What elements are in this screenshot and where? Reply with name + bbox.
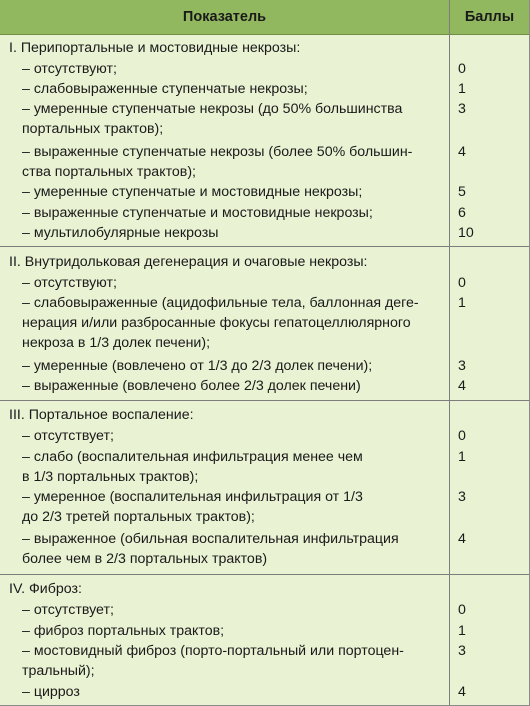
row-indicator: – умеренные ступенчатые и мостовидные некрозы; xyxy=(22,184,363,200)
section-divider xyxy=(0,574,529,575)
row-indicator: – выраженное (обильная воспалительная инфильтрация более чем в 2/3 портальных трактов) xyxy=(22,531,399,567)
row-indicator: – отсутствуют; xyxy=(22,275,117,291)
row-score: 0 xyxy=(458,602,466,618)
row-score: 0 xyxy=(458,275,466,291)
row-score: 0 xyxy=(458,428,466,444)
row-score: 3 xyxy=(458,489,466,505)
row-indicator: – слабовыраженные ступенчатые некрозы; xyxy=(22,81,308,97)
row-indicator: – слабовыраженные (ацидофильные тела, баллонная деге- нерация и/или разбросанные фокусы гепатоцеллюлярного некроза в 1/3 долек печени); xyxy=(22,295,419,351)
row-indicator: – мостовидный фиброз (порто-портальный или портоцен- тральный); xyxy=(22,643,404,679)
row-indicator: – фиброз портальных трактов; xyxy=(22,623,225,639)
row-score: 4 xyxy=(458,531,466,547)
section-title: II. Внутридольковая дегенерация и очаговые некрозы: xyxy=(9,254,368,270)
score-column-header: Баллы xyxy=(464,9,515,25)
row-indicator: – цирроз xyxy=(22,684,80,700)
row-indicator: – отсутствует; xyxy=(22,602,114,618)
row-score: 10 xyxy=(458,225,474,241)
row-score: 4 xyxy=(458,144,466,160)
row-indicator: – умеренные ступенчатые некрозы (до 50% большинства портальных трактов); xyxy=(22,101,403,137)
row-indicator: – слабо (воспалительная инфильтрация менее чем в 1/3 портальных трактов); xyxy=(22,449,363,485)
section-divider xyxy=(0,246,529,247)
row-score: 4 xyxy=(458,684,466,700)
row-indicator: – мультилобулярные некрозы xyxy=(22,225,219,241)
column-divider xyxy=(449,0,450,705)
section-divider xyxy=(0,400,529,401)
row-score: 1 xyxy=(458,449,466,465)
row-indicator: – выраженные (вовлечено более 2/3 долек печени) xyxy=(22,378,361,394)
row-score: 4 xyxy=(458,378,466,394)
row-score: 3 xyxy=(458,358,466,374)
row-score: 5 xyxy=(458,184,466,200)
row-indicator: – выраженные ступенчатые и мостовидные некрозы; xyxy=(22,205,373,221)
row-score: 1 xyxy=(458,623,466,639)
row-score: 0 xyxy=(458,61,466,77)
row-score: 3 xyxy=(458,101,466,117)
section-title: III. Портальное воспаление: xyxy=(9,407,194,423)
row-score: 6 xyxy=(458,205,466,221)
row-indicator: – отсутствуют; xyxy=(22,61,117,77)
row-score: 1 xyxy=(458,81,466,97)
row-indicator: – выраженные ступенчатые некрозы (более 50% большин- ства портальных трактов); xyxy=(22,144,413,180)
row-indicator: – умеренное (воспалительная инфильтрация от 1/3 до 2/3 третей портальных трактов); xyxy=(22,489,363,525)
section-title: I. Перипортальные и мостовидные некрозы: xyxy=(9,40,301,56)
row-indicator: – умеренные (вовлечено от 1/3 до 2/3 долек печени); xyxy=(22,358,373,374)
row-score: 3 xyxy=(458,643,466,659)
row-score: 1 xyxy=(458,295,466,311)
section-title: IV. Фиброз: xyxy=(9,581,82,597)
row-indicator: – отсутствует; xyxy=(22,428,114,444)
indicator-column-header: Показатель xyxy=(182,9,267,25)
